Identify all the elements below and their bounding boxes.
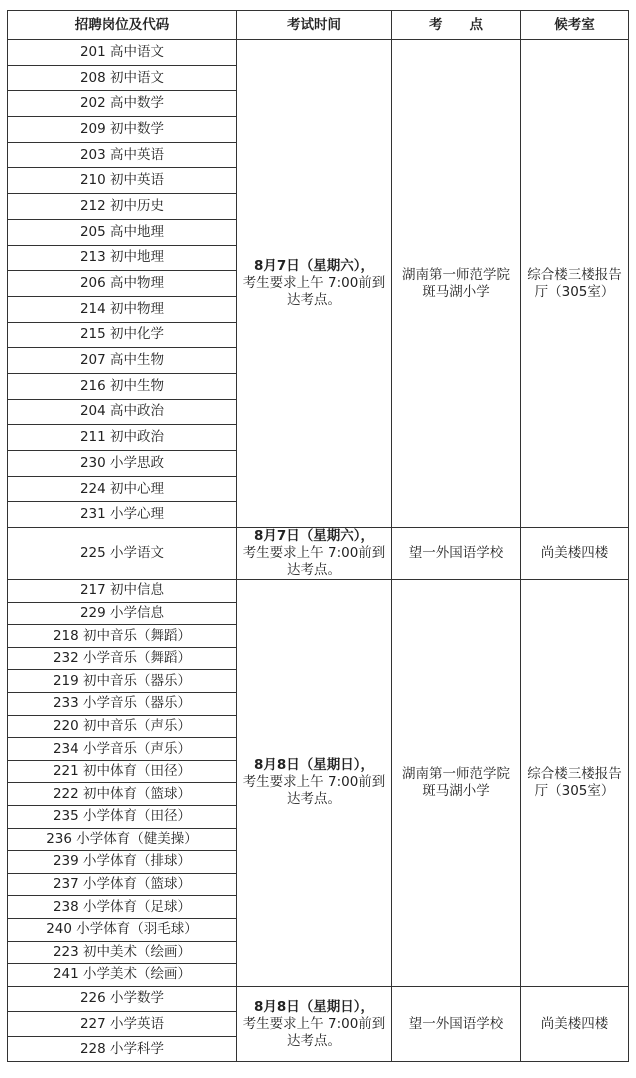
position-cell: 223 初中美术（绘画） xyxy=(8,941,237,964)
waiting-room-cell: 综合楼三楼报告厅（305室） xyxy=(521,580,629,987)
position-cell: 217 初中信息 xyxy=(8,580,237,603)
position-cell: 224 初中心理 xyxy=(8,476,237,502)
arrival-requirement: 考生要求上午 7:00前到达考点。 xyxy=(242,1015,386,1049)
position-cell: 219 初中音乐（器乐） xyxy=(8,670,237,693)
position-cell: 241 小学美术（绘画） xyxy=(8,964,237,987)
header-time: 考试时间 xyxy=(237,11,392,40)
header-room: 候考室 xyxy=(521,11,629,40)
position-cell: 222 初中体育（篮球） xyxy=(8,783,237,806)
position-cell: 210 初中英语 xyxy=(8,168,237,194)
position-cell: 235 小学体育（田径） xyxy=(8,806,237,829)
position-cell: 206 高中物理 xyxy=(8,271,237,297)
position-cell: 205 高中地理 xyxy=(8,219,237,245)
position-cell: 211 初中政治 xyxy=(8,425,237,451)
arrival-requirement: 考生要求上午 7:00前到达考点。 xyxy=(242,275,386,309)
position-cell: 228 小学科学 xyxy=(8,1037,237,1062)
arrival-requirement: 考生要求上午 7:00前到达考点。 xyxy=(242,774,386,808)
position-cell: 201 高中语文 xyxy=(8,40,237,66)
arrival-requirement: 考生要求上午 7:00前到达考点。 xyxy=(242,545,386,579)
exam-date: 8月7日（星期六）， xyxy=(253,528,375,545)
table-row xyxy=(8,986,629,1011)
exam-site-cell: 湖南第一师范学院斑马湖小学 xyxy=(392,40,521,528)
position-cell: 237 小学体育（篮球） xyxy=(8,873,237,896)
position-cell: 216 初中生物 xyxy=(8,373,237,399)
position-cell: 208 初中语文 xyxy=(8,65,237,91)
position-cell: 209 初中数学 xyxy=(8,117,237,143)
position-cell: 215 初中化学 xyxy=(8,322,237,348)
position-cell: 230 小学思政 xyxy=(8,451,237,477)
position-cell: 225 小学语文 xyxy=(8,528,237,580)
position-cell: 203 高中英语 xyxy=(8,142,237,168)
position-cell: 229 小学信息 xyxy=(8,602,237,625)
position-cell: 233 小学音乐（器乐） xyxy=(8,693,237,716)
waiting-room-cell: 综合楼三楼报告厅（305室） xyxy=(521,40,629,528)
table-body xyxy=(8,40,629,1062)
exam-time-cell xyxy=(237,986,392,1062)
exam-date: 8月8日（星期日）， xyxy=(253,998,375,1015)
position-cell: 240 小学体育（羽毛球） xyxy=(8,918,237,941)
exam-time-cell xyxy=(237,40,392,528)
table-row xyxy=(8,580,629,603)
position-cell: 202 高中数学 xyxy=(8,91,237,117)
position-cell: 238 小学体育（足球） xyxy=(8,896,237,919)
position-cell: 214 初中物理 xyxy=(8,296,237,322)
position-cell: 236 小学体育（健美操） xyxy=(8,828,237,851)
exam-site-cell: 望一外国语学校 xyxy=(392,528,521,580)
position-cell: 221 初中体育（田径） xyxy=(8,760,237,783)
position-cell: 231 小学心理 xyxy=(8,502,237,528)
header-position: 招聘岗位及代码 xyxy=(8,11,237,40)
exam-time-cell xyxy=(237,528,392,580)
position-cell: 226 小学数学 xyxy=(8,986,237,1011)
table-row xyxy=(8,528,629,580)
exam-date: 8月7日（星期六）， xyxy=(253,258,375,275)
waiting-room-cell: 尚美楼四楼 xyxy=(521,986,629,1062)
exam-time-cell xyxy=(237,580,392,987)
position-cell: 232 小学音乐（舞蹈） xyxy=(8,647,237,670)
position-cell: 213 初中地理 xyxy=(8,245,237,271)
position-cell: 204 高中政治 xyxy=(8,399,237,425)
position-cell: 218 初中音乐（舞蹈） xyxy=(8,625,237,648)
header-site: 考 点 xyxy=(392,11,521,40)
position-cell: 212 初中历史 xyxy=(8,194,237,220)
exam-site-cell: 湖南第一师范学院斑马湖小学 xyxy=(392,580,521,987)
header-row xyxy=(8,11,629,40)
position-cell: 227 小学英语 xyxy=(8,1011,237,1036)
position-cell: 239 小学体育（排球） xyxy=(8,851,237,874)
waiting-room-cell: 尚美楼四楼 xyxy=(521,528,629,580)
position-cell: 220 初中音乐（声乐） xyxy=(8,715,237,738)
exam-date: 8月8日（星期日）， xyxy=(253,757,375,774)
table-row xyxy=(8,40,629,66)
exam-site-cell: 望一外国语学校 xyxy=(392,986,521,1062)
exam-schedule-table xyxy=(7,10,629,1062)
position-cell: 234 小学音乐（声乐） xyxy=(8,738,237,761)
position-cell: 207 高中生物 xyxy=(8,348,237,374)
